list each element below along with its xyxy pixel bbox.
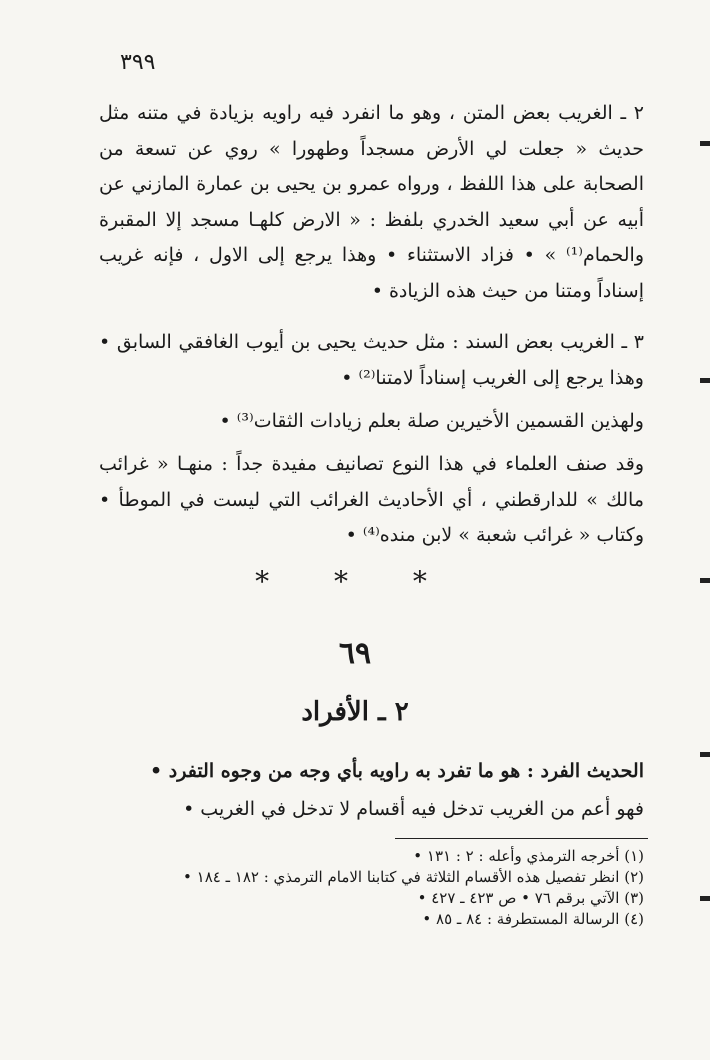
section-title: ٢ ـ الأفراد (301, 697, 409, 727)
scan-edge-mark (700, 378, 710, 383)
footnote-4: (٤) الرسالة المستطرفة : ٨٤ ـ ٨٥ • (422, 910, 644, 928)
scan-edge-mark (700, 896, 710, 901)
footnotes (84, 846, 644, 930)
definition-line: الحديث الفرد : هو ما تفرد به راويه بأي وجه من وجوه التفرد • (150, 760, 644, 782)
footnote-1: (١) أخرجه الترمذي وأعله : ٢ : ١٣١ • (413, 847, 644, 865)
paragraph-gharib-sanad: ٣ ـ الغريب بعض السند : مثل حديث يحيى بن أيوب الغافقي السابق • وهذا يرجع إلى الغريب إسناداً لامتنا⁽²⁾ • (99, 331, 644, 389)
definition-note: فهو أعم من الغريب تدخل فيه أقسام لا تدخل في الغريب • (183, 798, 644, 820)
footnote-3: (٣) الآتي برقم ٧٦ • ص ٤٢٣ ـ ٤٢٧ • (417, 889, 644, 907)
scan-edge-mark (700, 578, 710, 583)
paragraph-gharib-matn: ٢ ـ الغريب بعض المتن ، وهو ما انفرد فيه راويه بزيادة في متنه مثل حديث « جعلت لي الأرض مسجداً وطهورا » روي عن تسعة من الصحابة على هذا اللفظ ، ورواه عمرو بن يحيى بن عمارة المازني عن أبيه عن أبي سعيد الخدري بلفظ : « الارض كلهـا مسجد إلا المقبرة والحمام⁽¹⁾ » • فزاد الاستثناء • وهذا يرجع إلى الاول ، فإنه غريب إسناداً ومتنا من حيث هذه الزيادة • (99, 102, 644, 302)
footnote-2: (٢) انظر تفصيل هذه الأقسام الثلاثة في كتابنا الامام الترمذي : ١٨٢ ـ ١٨٤ • (183, 868, 644, 886)
paragraph-tasanif: وقد صنف العلماء في هذا النوع تصانيف مفيدة جداً : منهـا « غرائب مالك » للدارقطني ، أي الأحاديث الغرائب التي ليست في الموطأ • وكتاب « غرائب شعبة » لابن منده⁽⁴⁾ • (99, 453, 644, 546)
section-separator: * * * (255, 565, 455, 598)
footnote-divider (395, 838, 648, 839)
chapter-number: ٦٩ (338, 636, 372, 671)
page-number: ٣٩٩ (120, 50, 156, 75)
definition-block (99, 752, 644, 828)
scan-edge-mark (700, 752, 710, 757)
scan-edge-mark (700, 141, 710, 146)
paragraph-ziyadat-thiqat: ولهذين القسمين الأخيرين صلة بعلم زيادات الثقات⁽³⁾ • (219, 410, 644, 432)
